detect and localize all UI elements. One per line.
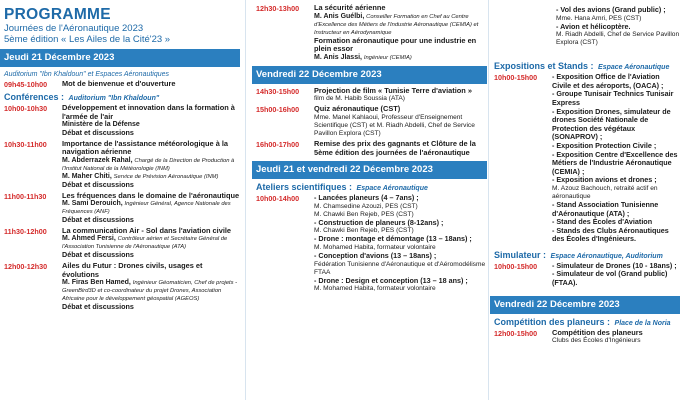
section-venue: Auditorium "Ibn Khaldoun" (68, 95, 160, 102)
simulator-list (552, 262, 680, 288)
expo-list (552, 73, 680, 244)
column-left (0, 0, 240, 400)
venue-label: Auditorium "Ibn Khaldoun" et Espaces Aéronautiques (4, 71, 170, 78)
column-divider (245, 0, 246, 400)
day-header-vendredi: Vendredi 22 Décembre 2023 (252, 66, 487, 84)
atelier-item: - Conception d'avions (13 – 18ans) ; (314, 250, 437, 260)
speaker-name: M. Maher Chiti, (62, 172, 112, 180)
item-body (62, 192, 240, 225)
speaker-role: Service de Prévision Aéronautique (INM) (113, 173, 219, 180)
time-slot: 10h00-15h00 (494, 261, 538, 271)
time-slot: 10h30-11h00 (4, 139, 47, 149)
schedule-item (252, 105, 487, 138)
atelier-item: - Vol des avions (Grand public) ; (556, 5, 666, 14)
time-slot: 10h00-15h00 (494, 73, 538, 83)
speaker-role: Conseiller Formation en Chef au Centre d'Excellence des Métiers de l'Industrie Aéronautique (CEMIA) et Instructeur en Aérodynamique (314, 13, 479, 36)
schedule-item (0, 262, 240, 312)
ateliers-heading (256, 182, 487, 193)
simulator-item: - Simulateur de Drones (10 - 18ans) ; (552, 260, 677, 270)
speaker-role: Ingénieur Géomaticien, Chef de projets - GreenBird3D et co-coordinateur du projet Drones, Association Africaine pour le développement géospatial (AGEOS) (62, 280, 238, 303)
speaker-name: Ministère de la Défense (62, 121, 140, 129)
section-title: Simulateur : (494, 249, 547, 260)
speaker-role: Ingénieur Général, Agence Nationale des Fréquences (ANF) (62, 201, 231, 216)
time-slot: 12h00-15h00 (494, 328, 538, 338)
time-slot: 09h45-10h00 (4, 80, 48, 89)
speaker-name: M. Abderrazek Rahal, (62, 156, 133, 164)
speaker-name: M. Anis Guélbi, (314, 12, 365, 20)
atelier-facilitators: M. Riadh Abdelli, Chef de Service Pavillon Explora (CST) (556, 31, 680, 47)
expo-item: - Stand Association Tunisienne d'Aéronautique (ATA) ; (552, 199, 659, 218)
speaker (62, 200, 240, 216)
item-body (62, 140, 240, 190)
time-slot: 12h30-13h00 (256, 4, 300, 13)
speaker-name: M. Anis Jlassi, (314, 53, 362, 61)
item-body (314, 140, 487, 157)
expo-item: - Stands des Clubs Aéronautiques des Écoles d'Ingénieurs. (552, 225, 669, 244)
time-slot: 11h30-12h00 (4, 226, 47, 236)
schedule-item (252, 87, 487, 104)
speaker (62, 235, 240, 251)
programme-edition: 5ème édition « Les Ailes de la Cité'23 » (4, 34, 171, 45)
expo-item: - Exposition Centre d'Excellence des Métiers de l'Industrie Aéronautique (CEMIA) ; (552, 149, 678, 176)
schedule-continued (252, 4, 487, 62)
programme-title: PROGRAMME (4, 6, 111, 23)
schedule-item (252, 4, 487, 62)
item-subtitle: film de M. Habib Soussia (ATA) (314, 95, 405, 103)
item-subtitle: Mme. Manel Kahlaoui, Professeur d'Enseignement Scientifique (CST) et M. Riadh Abdelli, Chef de Service Pavillon Explora (CST) (314, 113, 475, 137)
expo-item: - Exposition Office de l'Aviation Civile et des aéroports, (OACA) ; (552, 72, 664, 90)
item-body (314, 87, 487, 104)
discussion-label: Débat et discussions (62, 250, 134, 260)
item-title: Importance de l'assistance météorologique à la navigation aérienne (62, 138, 229, 157)
speaker-name: M. Ahmed Fersi, (62, 235, 116, 243)
programme-subtitle: Journées de l'Aéronautique 2023 (4, 23, 144, 34)
speaker-role: Ingénieur (CEMIA) (363, 54, 412, 61)
item-title: Développement et innovation dans la formation à l'armée de l'air (62, 103, 235, 121)
schedule-item (0, 104, 240, 138)
atelier-item: - Avion et hélicoptère. (556, 21, 631, 31)
item-title: Projection de film « Tunisie Terre d'aviation » (314, 85, 472, 95)
atelier-facilitators: M. Mohamed Habita, formateur volontaire (314, 285, 436, 293)
discussion-label: Débat et discussions (62, 215, 134, 225)
time-slot: 15h00-16h00 (256, 105, 300, 115)
speaker-role: Chargé de la Direction de Production à l'Institut National de la Météorologie (INM) (62, 157, 235, 172)
expo-block (490, 73, 680, 244)
speaker (62, 279, 240, 303)
schedule-item (0, 140, 240, 190)
item-body (62, 104, 240, 138)
item-body (314, 4, 487, 62)
item-body (314, 105, 487, 138)
atelier-facilitators: M. Chawki Ben Rejeb, PES (CST) (314, 227, 414, 235)
item-title: Quiz aéronautique (CST) (314, 104, 401, 114)
column-middle (252, 0, 487, 400)
atelier-item: - Construction de planeurs (8-12ans) ; (314, 217, 444, 227)
time-slot: 10h00-14h00 (256, 194, 300, 204)
section-venue: Espace Aéronautique (598, 64, 670, 72)
speaker (314, 54, 487, 62)
discussion-label: Débat et discussions (62, 179, 134, 189)
atelier-facilitators: Fédération Tunisienne d'Aéronautique et d'Aéromodélisme FTAA (314, 260, 486, 276)
item-title: Ailes du Futur : Drones civils, usages et évolutions (62, 260, 203, 279)
section-venue: Espace Aéronautique, Auditorium (550, 252, 663, 260)
column-right (490, 0, 680, 400)
atelier-item: - Drone : montage et démontage (13 – 18ans) ; (314, 234, 472, 244)
conferences-heading (4, 92, 240, 103)
time-slot: 11h00-11h30 (4, 191, 47, 201)
atelier-item: - Lancées planeurs (4 – 7ans) ; (314, 193, 419, 203)
atelier-facilitators: M. Chamsedine Azouzi, PES (CST) M. Chawki Ben Rejeb, PES (CST) (314, 202, 418, 218)
ateliers-list (314, 194, 487, 293)
time-slot: 16h00-17h00 (256, 139, 300, 149)
item-title: La sécurité aérienne (314, 3, 386, 12)
item-body (62, 262, 240, 312)
item-title: La communication Air - Sol dans l'aviation civile (62, 225, 232, 235)
expo-item: - Exposition Drones, simulateur de drones Société Nationale de Protection des végétaux (SONAPROV) ; (552, 106, 671, 142)
ateliers-block (252, 194, 487, 293)
discussion-label: Débat et discussions (62, 128, 134, 138)
schedule-item (0, 192, 240, 225)
atelier-facilitators: Mme. Hana Amri, PES (CST) (556, 14, 642, 22)
day-header-jeudi: Jeudi 21 Décembre 2023 (0, 49, 240, 67)
schedule-item (252, 140, 487, 157)
section-title: Compétition des planeurs : (494, 316, 611, 327)
section-venue: Espace Aéronautique (356, 185, 428, 193)
item-subtitle: Clubs des Écoles d'Ingénieurs (552, 337, 641, 345)
item-title: Mot de bienvenue et d'ouverture (62, 79, 176, 88)
schedule-item-opening (0, 80, 240, 89)
competition-heading (494, 317, 680, 328)
atelier-item: - Drone : Design et conception (13 – 18 ans) ; (314, 275, 468, 285)
discussion-label: Débat et discussions (62, 302, 134, 312)
speaker (314, 13, 487, 37)
item-title: Les fréquences dans le domaine de l'aéronautique (62, 190, 240, 200)
speaker-role: Contrôleur aérien et Secrétaire Général de l'Association Tunisienne de l'Aéronautique (ATA) (62, 236, 228, 251)
section-venue: Place de la Noria (614, 319, 671, 327)
competition-block (490, 329, 680, 346)
speaker-name: M. Sami Derouich, (62, 200, 123, 208)
simulator-block (490, 262, 680, 288)
simulator-heading (494, 250, 680, 261)
item-title-2: Formation aéronautique pour une industrie en plein essor (314, 35, 477, 54)
section-title: Conférences : (4, 92, 65, 102)
time-slot: 10h00-10h30 (4, 104, 48, 113)
section-title: Ateliers scientifiques : (256, 182, 353, 193)
atelier-facilitators: M. Mohamed Habita, formateur volontaire (314, 243, 436, 251)
expo-item: - Groupe Tunisair Technics Tunisair Express (552, 89, 674, 107)
expo-heading (494, 61, 680, 72)
friday-list (252, 87, 487, 157)
column-divider (488, 0, 489, 400)
section-title: Expositions et Stands : (494, 61, 594, 72)
day-header-jeudi-vendredi: Jeudi 21 et vendredi 22 Décembre 2023 (252, 161, 487, 179)
item-title: Compétition des planeurs (552, 327, 643, 337)
expo-item: - Exposition avions et drones ; (552, 175, 657, 185)
expo-item: - Stand des Écoles d'Aviation (552, 217, 653, 227)
time-slot: 14h30-15h00 (256, 86, 300, 96)
speaker (62, 157, 240, 173)
day-header-vendredi-2: Vendredi 22 Décembre 2023 (490, 296, 680, 314)
simulator-item: - Simulateur de vol (Grand public) (FTAA). (552, 269, 668, 288)
expo-item: - Exposition Protection Civile ; (552, 140, 657, 150)
conference-list (0, 104, 240, 312)
exhibitor-name: M. Azouz Bachouch, retraité actif en aéronautique (552, 184, 658, 200)
ateliers-continued (490, 6, 680, 47)
item-body (62, 227, 240, 260)
schedule-item (0, 227, 240, 260)
speaker-name: M. Firas Ben Hamed, (62, 279, 131, 287)
time-slot: 12h00-12h30 (4, 261, 48, 271)
item-title: Remise des prix des gagnants et Clôture de la 5ème édition des journées de l'aéronautique (314, 138, 476, 157)
